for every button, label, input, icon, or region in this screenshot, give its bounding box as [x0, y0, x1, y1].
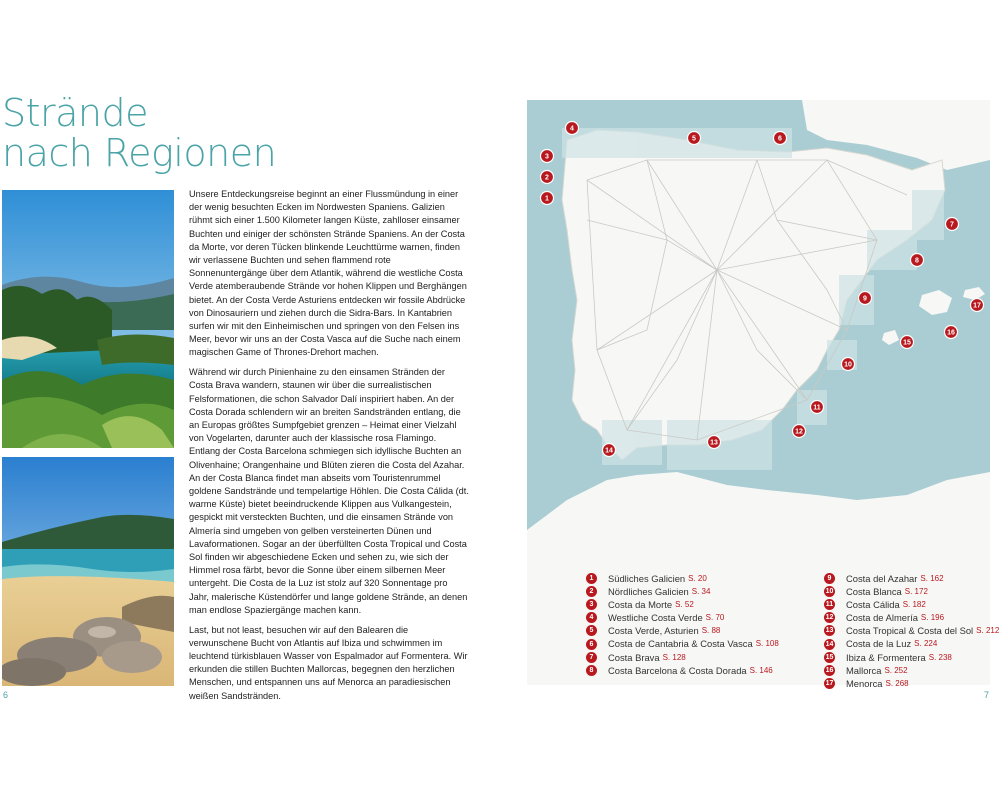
legend-region: Costa Verde, Asturien: [608, 625, 699, 637]
page-title-line2: nach Regionen: [2, 131, 277, 175]
map-marker-3: [541, 150, 554, 163]
legend-marker: 14: [825, 640, 834, 648]
svg-text:14: 14: [605, 447, 613, 455]
svg-text:16: 16: [947, 329, 955, 337]
page-title: [2, 93, 276, 173]
legend-marker: 2: [586, 586, 597, 597]
map-marker-8: [911, 254, 924, 267]
legend-page-ref: S. 238: [928, 652, 952, 662]
map-marker-4: [566, 122, 579, 135]
legend-page-ref: S. 146: [749, 665, 773, 675]
legend-page-ref: S. 252: [884, 665, 908, 675]
legend-item-8: [586, 664, 806, 677]
legend-region: Costa Brava: [608, 651, 660, 663]
legend-marker: 7: [586, 652, 597, 663]
legend-right: [824, 572, 1000, 690]
legend-page-ref: S. 20: [688, 574, 707, 583]
legend-item-13: [824, 624, 1000, 637]
svg-text:15: 15: [903, 339, 911, 347]
legend-region: Ibiza & Formentera: [846, 651, 926, 663]
paragraph-3: Last, but not least, besuchen wir auf den Balearen die verwunschene Bucht von Atlantis auf Ibiza und schwimmen im leuchtend türkisblauen Wasser von Espalmador auf Formentera. Wir erkunden die stillen Buchten Mallorcas, begegnen den herzlichen Menschen, und entspannen uns auf Menorca an paradiesischen weißen Sandstränden.: [189, 624, 468, 701]
legend-region: Costa da Morte: [608, 599, 673, 611]
legend-marker: 15: [825, 653, 834, 661]
legend-page-ref: S. 108: [755, 639, 779, 649]
legend-page-ref: S. 212: [976, 626, 1000, 636]
map-marker-17: [971, 299, 984, 312]
page-number-right: 7: [984, 690, 990, 700]
map-marker-1: [541, 192, 554, 205]
legend-item-16: [824, 664, 994, 677]
map-marker-5: [688, 132, 701, 145]
map-marker-12: [793, 425, 806, 438]
legend-region: Costa de Almería: [846, 612, 918, 624]
legend-marker: 6: [586, 639, 597, 650]
legend-region: Costa Blanca: [846, 586, 902, 598]
svg-text:12: 12: [795, 428, 803, 436]
svg-text:3: 3: [545, 153, 549, 161]
page-title-line1: Strände: [2, 91, 149, 135]
legend-page-ref: S. 268: [885, 678, 909, 688]
map-marker-6: [774, 132, 787, 145]
intro-text: [189, 188, 469, 709]
legend-item-6: [586, 637, 806, 650]
legend-item-5: [586, 624, 806, 637]
legend-region: Costa de Cantabria & Costa Vasca: [608, 638, 753, 650]
legend-page-ref: S. 34: [691, 587, 711, 597]
map-marker-9: [859, 292, 872, 305]
map-marker-16: [945, 326, 958, 339]
map-marker-14: [603, 444, 616, 457]
legend-region: Westliche Costa Verde: [608, 612, 703, 624]
svg-text:13: 13: [710, 439, 718, 447]
svg-text:7: 7: [950, 221, 954, 229]
svg-text:5: 5: [692, 135, 696, 143]
legend-region: Costa Tropical & Costa del Sol: [846, 625, 974, 637]
legend-page-ref: S. 162: [920, 574, 944, 583]
svg-text:11: 11: [813, 404, 821, 412]
legend-item-12: [824, 611, 994, 624]
legend-region: Costa del Azahar: [846, 573, 918, 584]
legend-marker: 9: [824, 573, 835, 584]
photo-pine-bay: [2, 190, 174, 448]
legend-marker: 1: [586, 573, 597, 584]
legend-item-3: [586, 598, 806, 611]
legend-page-ref: S. 88: [701, 626, 721, 636]
legend-region: Costa de la Luz: [846, 638, 912, 650]
legend-item-15: [824, 651, 994, 664]
legend-region: Nördliches Galicien: [608, 586, 689, 598]
legend-page-ref: S. 196: [920, 613, 945, 623]
map-marker-15: [901, 336, 914, 349]
svg-text:6: 6: [778, 135, 782, 143]
legend-item-11: [824, 598, 994, 611]
legend-marker: 4: [586, 612, 597, 623]
svg-text:1: 1: [545, 195, 549, 203]
legend-region: Südliches Galicien: [608, 573, 686, 584]
legend-item-2: [586, 585, 806, 598]
legend-marker: 11: [825, 601, 834, 609]
legend-marker: 3: [586, 599, 597, 610]
photo-beach-rocks: [2, 457, 174, 686]
legend-item-4: [586, 611, 806, 624]
map-marker-11: [811, 401, 824, 414]
legend-page-ref: S. 224: [914, 639, 938, 649]
legend-region: Costa Cálida: [846, 599, 900, 611]
legend-marker: 16: [825, 666, 834, 674]
legend-page-ref: S. 70: [705, 613, 725, 623]
svg-text:4: 4: [570, 125, 574, 133]
legend-region: Mallorca: [846, 664, 882, 676]
legend-marker: 12: [825, 614, 834, 622]
svg-text:10: 10: [844, 361, 852, 369]
map-marker-2: [541, 171, 554, 184]
legend-page-ref: S. 172: [904, 587, 928, 597]
legend-item-7: [586, 651, 806, 664]
legend-page-ref: S. 128: [662, 652, 686, 662]
svg-text:9: 9: [863, 295, 867, 303]
legend-item-9: [824, 572, 994, 585]
svg-text:17: 17: [973, 302, 981, 310]
map-marker-13: [708, 436, 721, 449]
legend-region: Costa Barcelona & Costa Dorada: [608, 664, 747, 676]
map-marker-10: [842, 358, 855, 371]
legend-marker: 10: [825, 588, 834, 596]
page-number-left: 6: [3, 690, 9, 700]
paragraph-1: Unsere Entdeckungsreise beginnt an einer Flussmündung in einer der wenig besuchten Ecken im Nordwesten Spaniens. Galizien rühmt sich einer 1.500 Kilometer langen Küste, zahlloser einsamer Buchten und einiger der schönsten Strände Spaniens. An der Costa da Morte, vor deren Tücken blinkende Leuchttürme warnen, finden wir verlassene Buchten und sehen flammend rote Sonnenuntergänge über dem Atlantik, während die westliche Costa Verde atemberaubende Strände vor hohen Klippen und Berghängen bietet. An der Costa Verde Asturiens entdecken wir fossile Abdrücke von Dinosauriern und ziehen durch die Sidra-Bars. In Kantabrien surfen wir mit den Einheimischen und springen von den Felsen ins Meer, bevor wir uns an der Costa Vasca auf die Suche nach einem magischen Game of Thrones-Drehort machen.: [189, 189, 467, 358]
paragraph-2: Während wir durch Pinienhaine zu den einsamen Stränden der Costa Brava wandern, staunen wir über die surrealistischen Felsformationen, die schon Salvador Dalí inspiriert haben. An der Costa Dorada schlendern wir an breiten Sandstränden entlang, die an Europas größtes Sumpfgebiet grenzen – Heimat einer Vielzahl von Vogelarten, darunter auch der klassische rosa Flamingo. Entlang der Costa Barcelona schmiegen sich idyllische Buchten an Olivenhaine; Orangenhaine und Blüten zieren die Costa del Azahar. An der Costa Blanca findet man abseits vom Touristenrummel goldene Sandstrände und tempelartige Höhlen. Die Costa Cálida (dt. warme Küste) bietet beeindruckende Klippen aus Vulkangestein, gespickt mit versteckten Buchten, und die einsamen Strände von Almería sind umgeben von gelben versteinerten Dünen und Lavaformationen. Sogar an der überfüllten Costa Tropical und Costa Sol finden wir abgeschiedene Ecken und sehen zu, wie sich der Himmel rosa färbt, bevor die Sonne über einem silbernen Meer untergeht. Die Costa de la Luz ist stolz auf 320 Sonnentage pro Jahr, malerische Küstendörfer und lange goldene Strände, an denen man endlose Spaziergänge machen kann.: [189, 367, 469, 615]
legend-marker: 5: [586, 625, 597, 636]
legend-item-10: [824, 585, 994, 598]
legend-marker: 17: [825, 679, 834, 687]
legend-item-14: [824, 637, 994, 650]
svg-text:8: 8: [915, 257, 919, 265]
legend-marker: 13: [825, 627, 834, 635]
svg-text:2: 2: [545, 174, 549, 182]
map-marker-7: [946, 218, 959, 231]
legend-page-ref: S. 182: [902, 600, 926, 610]
legend-region: Menorca: [846, 677, 883, 689]
legend-marker: 8: [586, 665, 597, 676]
legend-page-ref: S. 52: [675, 600, 694, 610]
legend-item-1: [586, 572, 806, 585]
legend-left: [586, 572, 806, 677]
legend-item-17: [824, 677, 994, 690]
